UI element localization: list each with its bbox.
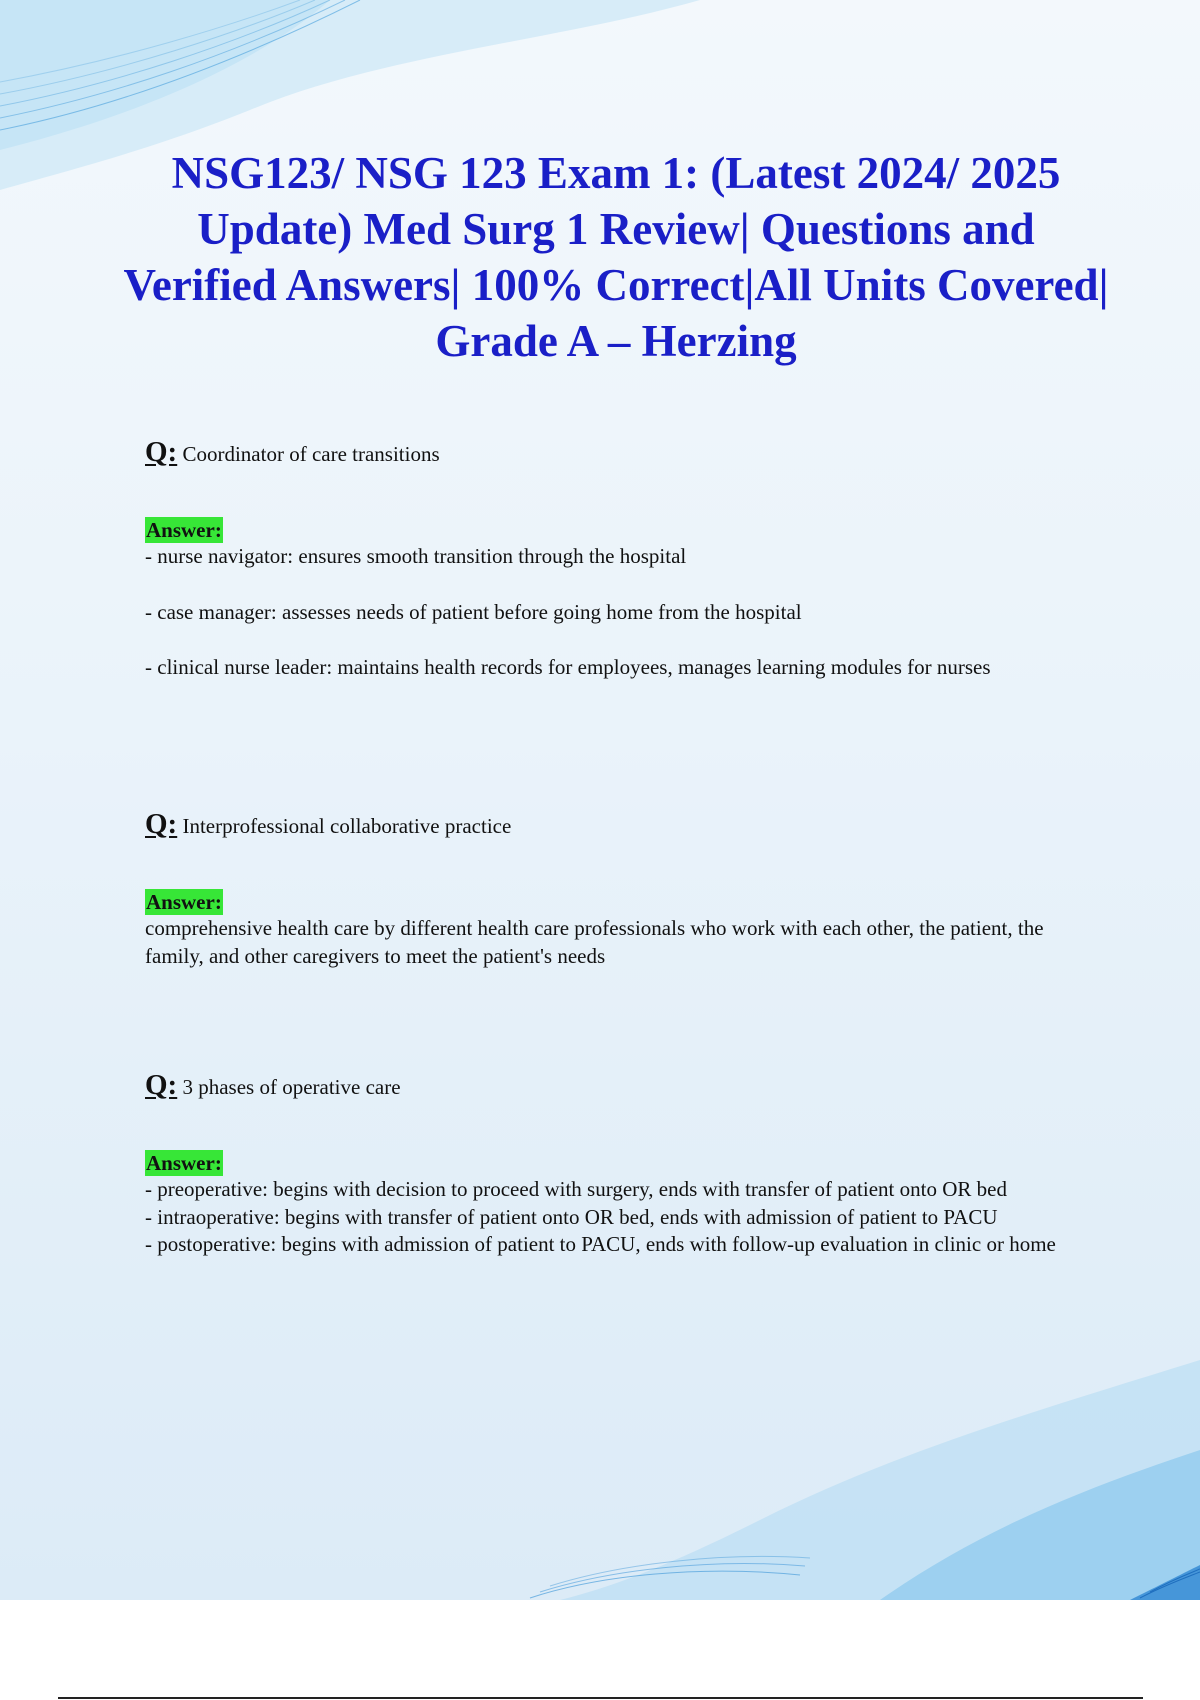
answer-block	[145, 517, 1075, 682]
answer-line: - intraoperative: begins with transfer of patient onto OR bed, ends with admission of patient to PACU	[145, 1204, 998, 1229]
question-label: Q:	[145, 436, 178, 468]
answer-label: Answer:	[146, 1151, 222, 1175]
question-line	[145, 438, 1075, 468]
question-text: Coordinator of care transitions	[182, 442, 440, 466]
answer-line: - preoperative: begins with decision to proceed with surgery, ends with transfer of patient onto OR bed	[145, 1177, 1007, 1201]
answer-line: - clinical nurse leader: maintains health records for employees, manages learning modules for nurses	[145, 655, 991, 679]
answer-line: - case manager: assesses needs of patient before going home from the hospital	[145, 599, 802, 624]
answer-block	[145, 1150, 1075, 1259]
qa-item	[145, 438, 1075, 682]
question-line	[145, 1071, 1075, 1101]
answer-line: - postoperative: begins with admission of patient to PACU, ends with follow-up evaluation in clinic or home	[145, 1232, 1056, 1256]
answer-block	[145, 889, 1075, 970]
footer-rule	[58, 1697, 1143, 1699]
answer-line: comprehensive health care by different health care professionals who work with each other, the patient, the family, and other caregivers to meet the patient's needs	[145, 916, 1044, 968]
document-title: NSG123/ NSG 123 Exam 1: (Latest 2024/ 2025 Update) Med Surg 1 Review| Questions and Verified Answers| 100% Correct|All Units Covered| Grade A – Herzing	[123, 148, 1109, 366]
answer-label: Answer:	[146, 518, 222, 542]
qa-item	[145, 810, 1075, 970]
answer-line: - nurse navigator: ensures smooth transition through the hospital	[145, 544, 687, 568]
question-text: 3 phases of operative care	[182, 1075, 401, 1099]
question-line	[145, 810, 1075, 840]
question-label: Q:	[145, 808, 178, 840]
question-label: Q:	[145, 1069, 178, 1101]
qa-item	[145, 1071, 1075, 1259]
answer-label: Answer:	[146, 890, 222, 914]
question-text: Interprofessional collaborative practice	[182, 814, 512, 838]
